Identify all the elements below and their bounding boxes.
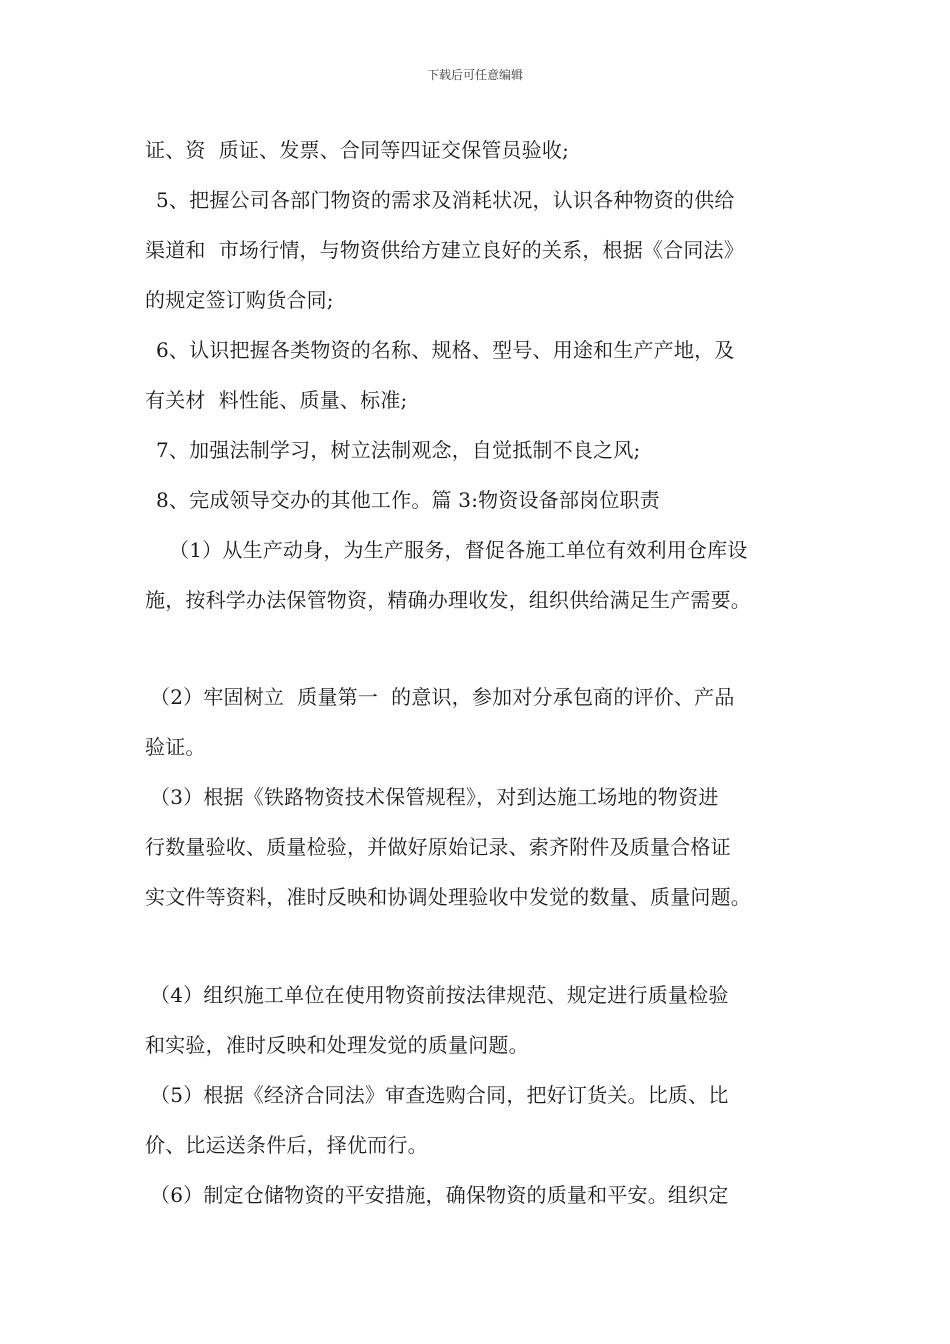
text-line: 8、完成领导交办的其他工作。篇 3:物资设备部岗位职责 — [156, 488, 660, 512]
text-line: （3）根据《铁路物资技术保管规程》，对到达施工场地的物资进 — [150, 785, 719, 809]
text-line: （1）从生产动身，为生产服务，督促各施工单位有效利用仓库设 — [169, 538, 748, 562]
text-line: 行数量验收、质量检验，并做好原始记录、索齐附件及质量合格证 — [145, 835, 731, 859]
text-line: 和实验，准时反映和处理发觉的质量问题。 — [145, 1033, 529, 1057]
text-line: （5）根据《经济合同法》审查选购合同，把好订货关。比质、比 — [150, 1083, 729, 1107]
text-line: （6）制定仓储物资的平安措施，确保物资的质量和平安。组织定 — [150, 1183, 729, 1207]
text-line: 有关材 料性能、质量、标准; — [145, 388, 408, 412]
text-line: 施，按科学办法保管物资，精确办理收发，组织供给满足生产需要。 — [145, 588, 751, 612]
text-line: 的规定签订购货合同; — [145, 288, 334, 312]
text-line: 实文件等资料，准时反映和协调处理验收中发觉的数量、质量问题。 — [145, 885, 751, 909]
text-line: 价、比运送条件后，择优而行。 — [145, 1133, 428, 1157]
text-line: （4）组织施工单位在使用物资前按法律规范、规定进行质量检验 — [150, 983, 729, 1007]
text-line: （2）牢固树立 质量第一 的意识，参加对分承包商的评价、产品 — [150, 685, 735, 709]
page-header: 下载后可任意编辑 — [426, 68, 523, 82]
text-line: 7、加强法制学习，树立法制观念，自觉抵制不良之风; — [156, 438, 641, 462]
text-line: 验证。 — [145, 735, 206, 759]
text-line: 渠道和 市场行情，与物资供给方建立良好的关系，根据《合同法》 — [145, 238, 744, 262]
text-line: 6、认识把握各类物资的名称、规格、型号、用途和生产产地，及 — [156, 338, 735, 362]
text-line: 5、把握公司各部门物资的需求及消耗状况，认识各种物资的供给 — [156, 188, 735, 212]
text-line: 证、资 质证、发票、合同等四证交保管员验收; — [145, 138, 570, 162]
